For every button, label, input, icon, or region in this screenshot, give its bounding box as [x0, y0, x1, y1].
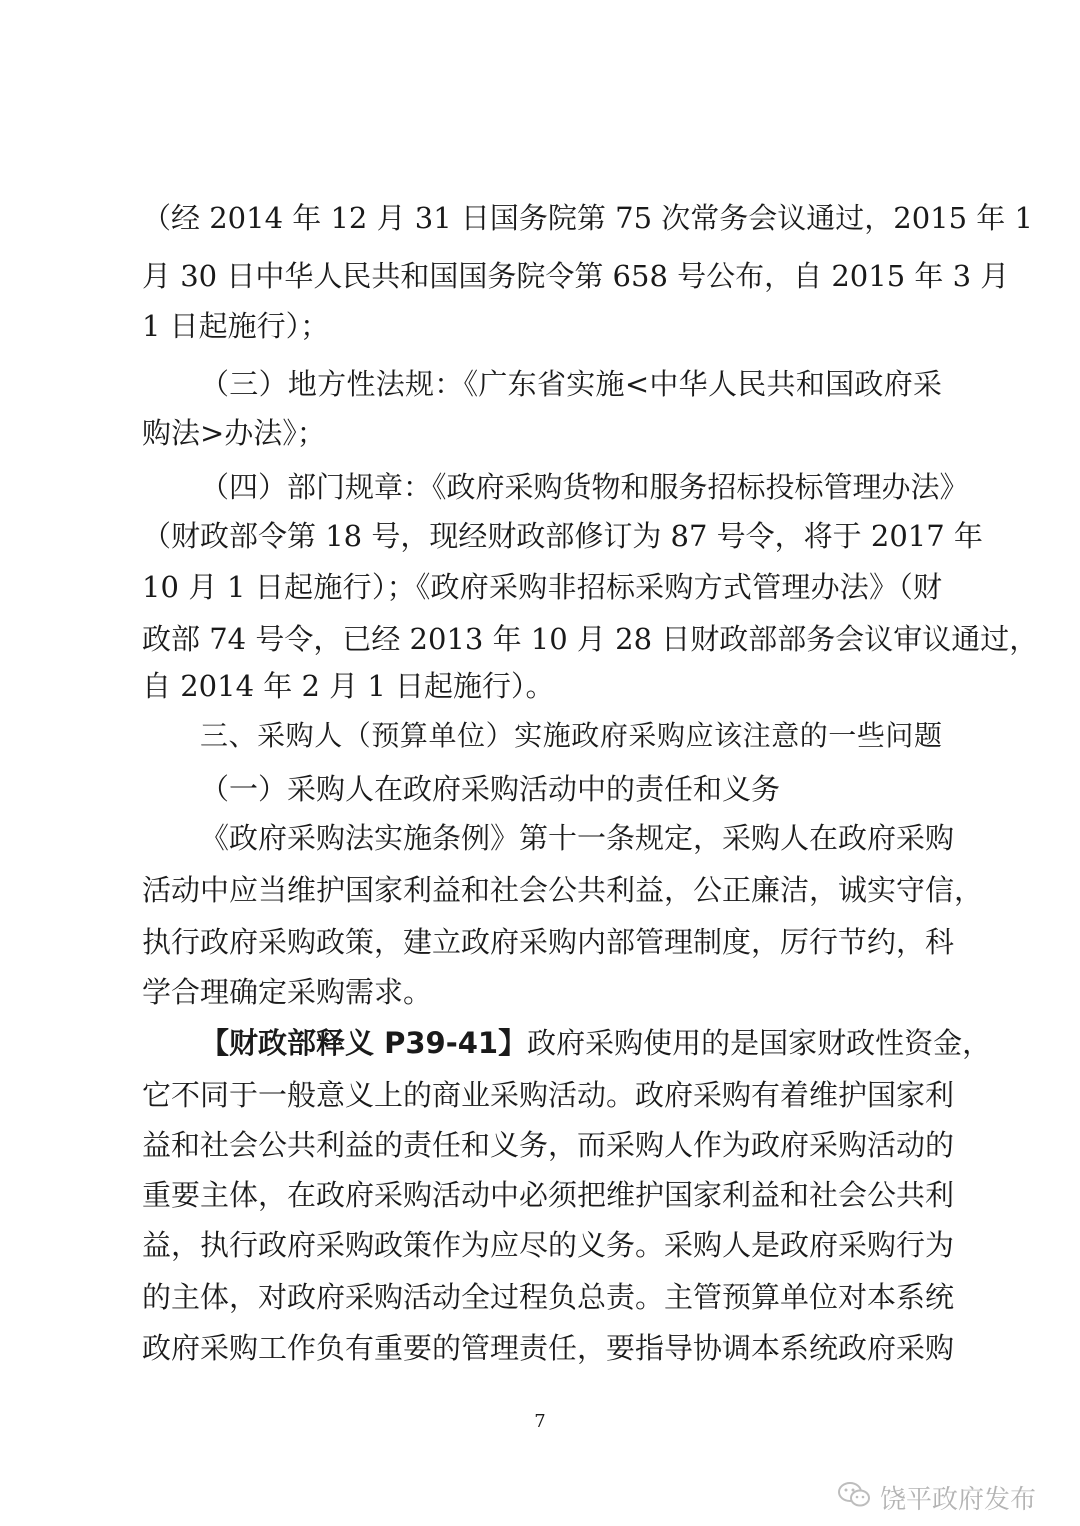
paragraph-line — [200, 1023, 992, 1063]
paragraph-line: 活动中应当维护国家利益和社会公共利益，公正廉洁，诚实守信， — [142, 873, 984, 907]
subsection-heading: （一）采购人在政府采购活动中的责任和义务 — [200, 772, 781, 806]
section-heading: 三、采购人（预算单位）实施政府采购应该注意的一些问题 — [200, 719, 942, 752]
paragraph-line: 政府采购工作负有重要的管理责任，要指导协调本系统政府采购 — [142, 1331, 955, 1365]
paragraph-line: 执行政府采购政策，建立政府采购内部管理制度，厉行节约，科 — [142, 925, 955, 959]
paragraph-line: 政部 74 号令，已经 2013 年 10 月 28 日财政部部务会议审议通过， — [142, 622, 1039, 656]
paragraph-line: 学合理确定采购需求。 — [142, 975, 433, 1009]
wechat-icon — [836, 1480, 872, 1514]
paragraph-line: 10 月 1 日起施行）；《政府采购非招标采购方式管理办法》（财 — [142, 570, 942, 604]
paragraph-line: 月 30 日中华人民共和国国务院令第 658 号公布，自 2015 年 3 月 — [142, 259, 1010, 293]
paragraph-line: （经 2014 年 12 月 31 日国务院第 75 次常务会议通过，2015 年 1 — [142, 201, 1033, 235]
watermark — [836, 1480, 1036, 1514]
paragraph-line: （财政部令第 18 号，现经财政部修订为 87 号令，将于 2017 年 — [142, 519, 983, 553]
interpretation-reference: 【财政部释义 P39-41】 — [200, 1026, 528, 1060]
paragraph-line: 《政府采购法实施条例》第十一条规定，采购人在政府采购 — [200, 821, 955, 855]
watermark-text: 饶平政府发布 — [879, 1484, 1036, 1515]
paragraph-line: 它不同于一般意义上的商业采购活动。政府采购有着维护国家利 — [142, 1078, 955, 1112]
paragraph-line: 购法>办法》； — [142, 416, 326, 450]
paragraph-line: 益和社会公共利益的责任和义务，而采购人作为政府采购活动的 — [142, 1128, 955, 1162]
paragraph-line: （三）地方性法规：《广东省实施<中华人民共和国政府采 — [200, 367, 942, 401]
paragraph-line: 1 日起施行）； — [142, 309, 330, 343]
page-number: 7 — [534, 1411, 546, 1432]
paragraph-line: 自 2014 年 2 月 1 日起施行）。 — [142, 669, 555, 703]
paragraph-line: 重要主体，在政府采购活动中必须把维护国家利益和社会公共利 — [142, 1178, 955, 1212]
paragraph-line: 益，执行政府采购政策作为应尽的义务。采购人是政府采购行为 — [142, 1228, 955, 1262]
paragraph-line: （四）部门规章：《政府采购货物和服务招标投标管理办法》 — [200, 470, 969, 504]
paragraph-line: 的主体，对政府采购活动全过程负总责。主管预算单位对本系统 — [142, 1280, 955, 1314]
paragraph-text: 政府采购使用的是国家财政性资金， — [527, 1026, 992, 1060]
